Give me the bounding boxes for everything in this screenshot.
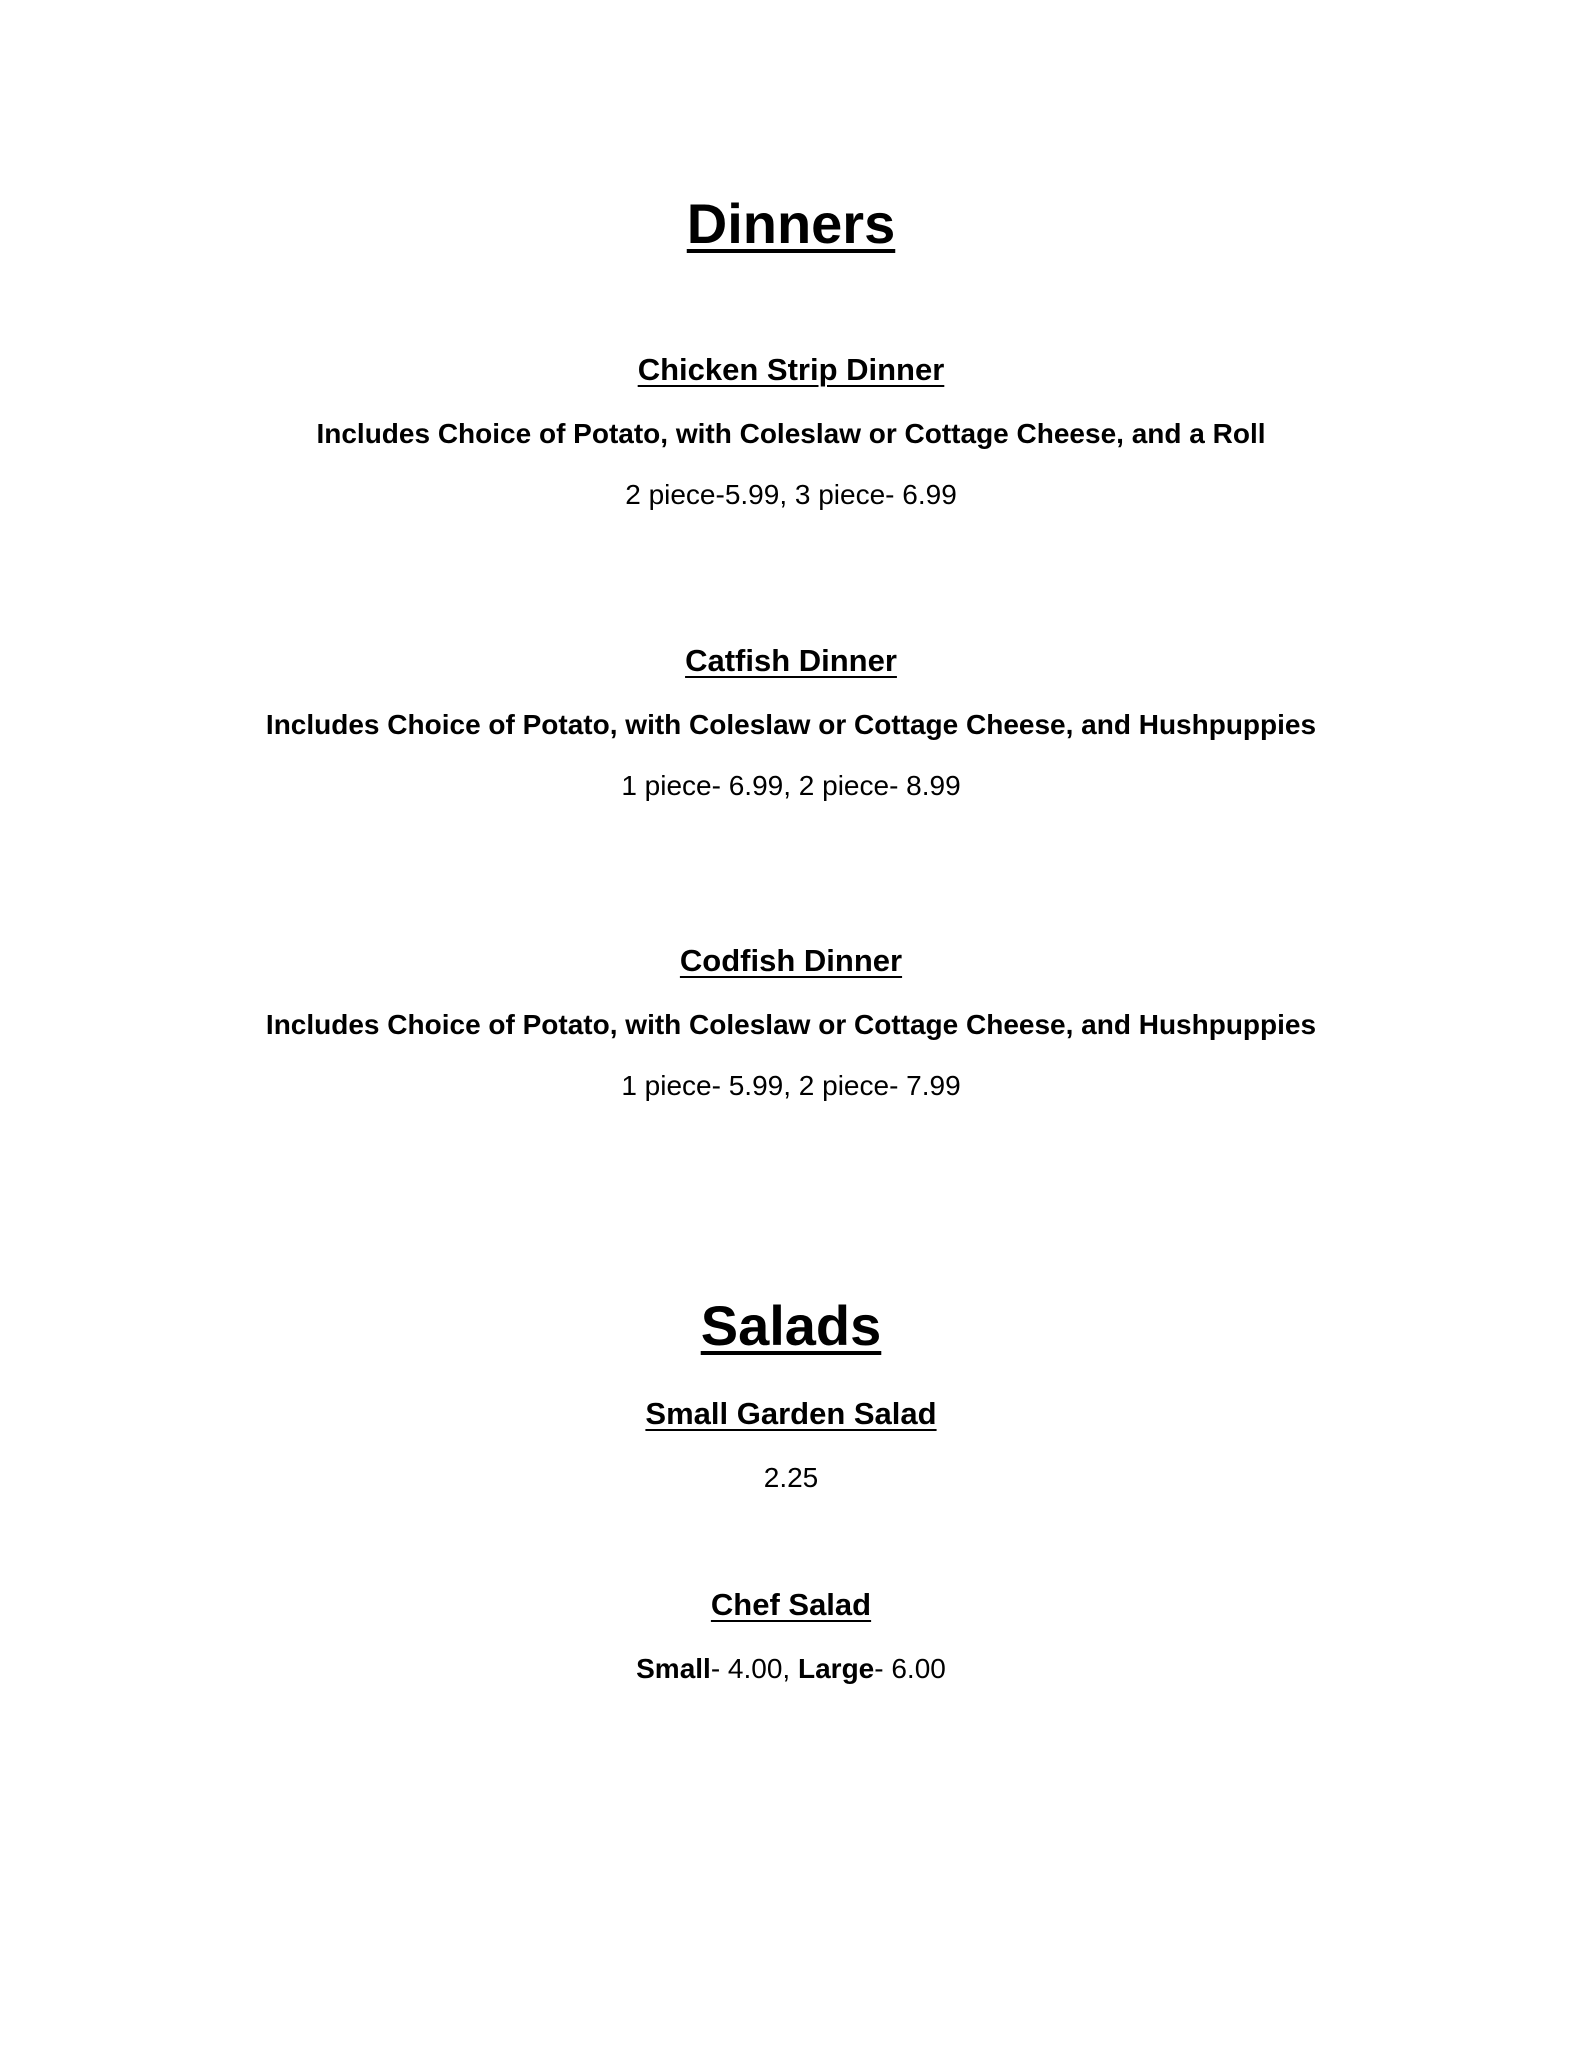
item-title: Chicken Strip Dinner bbox=[637, 352, 945, 387]
item-price bbox=[0, 1655, 1582, 1683]
section-title-salads: Salads bbox=[700, 1294, 882, 1357]
section-title-dinners: Dinners bbox=[686, 192, 896, 255]
size-price-large: - 6.00 bbox=[874, 1653, 946, 1684]
item-title: Catfish Dinner bbox=[685, 643, 897, 678]
item-description: Includes Choice of Potato, with Coleslaw or Cottage Cheese, and Hushpuppies bbox=[265, 709, 1317, 740]
item-title: Small Garden Salad bbox=[645, 1396, 937, 1431]
size-label-large: Large bbox=[798, 1653, 875, 1684]
item-title: Chef Salad bbox=[710, 1587, 872, 1622]
item-price: 1 piece- 5.99, 2 piece- 7.99 bbox=[621, 1070, 961, 1101]
item-price: 1 piece- 6.99, 2 piece- 8.99 bbox=[621, 770, 961, 801]
item-description: Includes Choice of Potato, with Coleslaw or Cottage Cheese, and a Roll bbox=[316, 418, 1266, 449]
item-title: Codfish Dinner bbox=[679, 943, 903, 978]
item-price: 2 piece-5.99, 3 piece- 6.99 bbox=[625, 479, 957, 510]
size-label-small: Small bbox=[636, 1653, 711, 1684]
size-price-small: - 4.00, bbox=[710, 1653, 798, 1684]
item-description: Includes Choice of Potato, with Coleslaw or Cottage Cheese, and Hushpuppies bbox=[265, 1009, 1317, 1040]
item-price: 2.25 bbox=[763, 1462, 819, 1493]
